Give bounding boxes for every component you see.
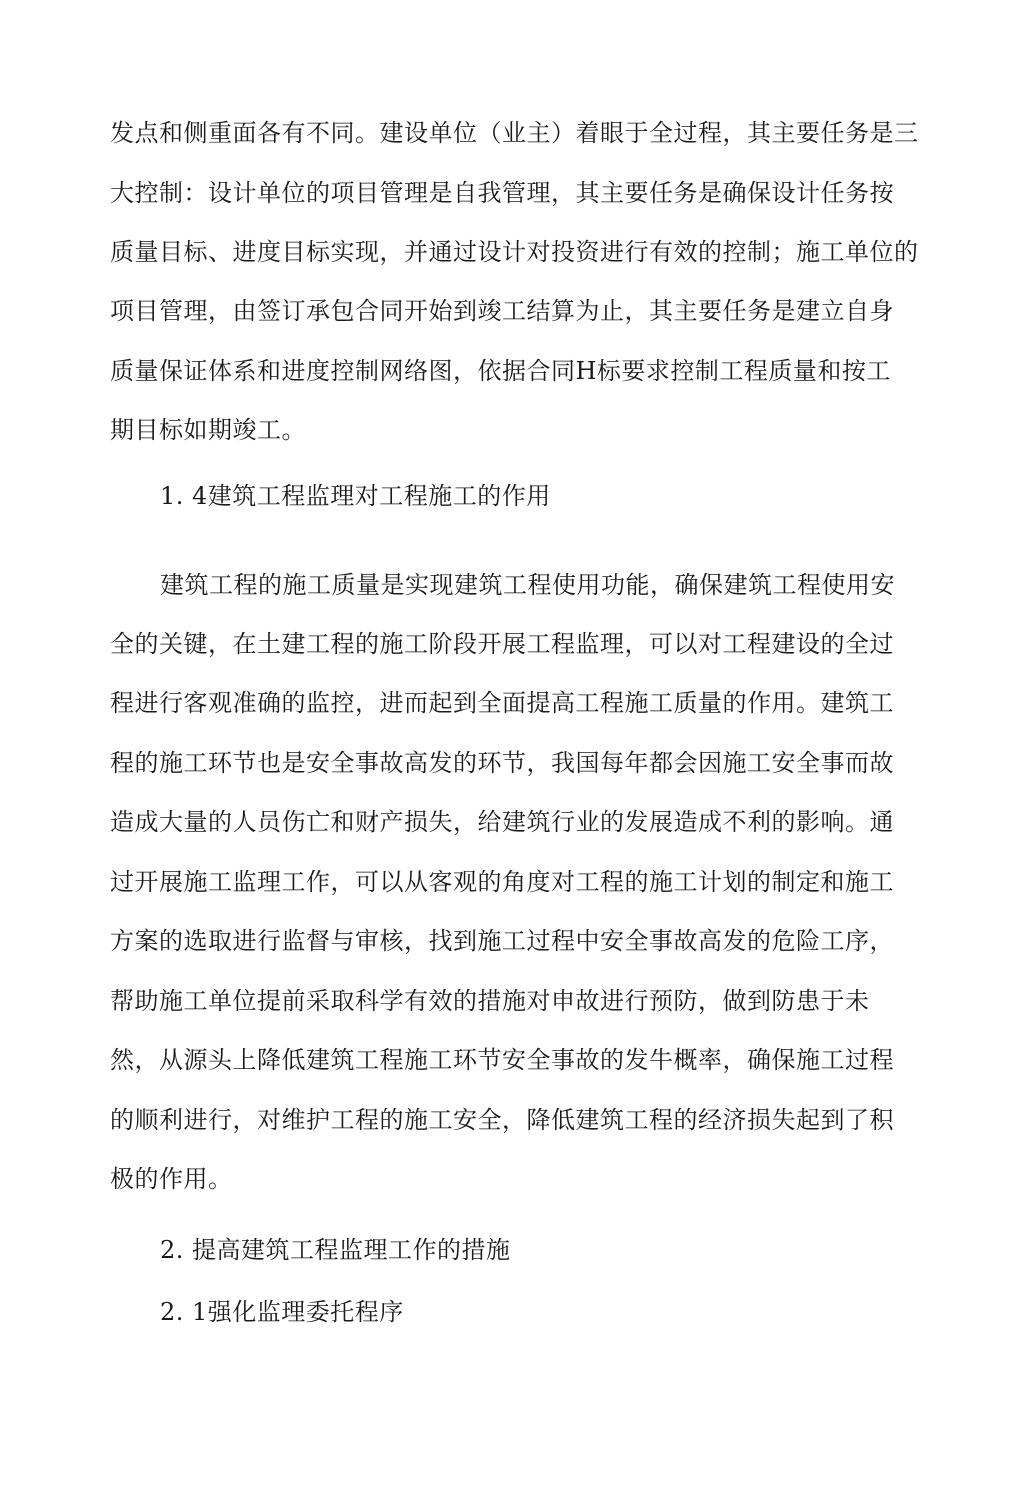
paragraph-line: 项目管理，由签订承包合同开始到竣工结算为止，其主要任务是建立自身 [110, 297, 894, 325]
paragraph-line: 质量保证体系和进度控制网络图，依据合同H标要求控制工程质量和按工 [110, 357, 891, 385]
paragraph-line: 过开展施工监理工作，可以从客观的角度对工程的施工计划的制定和施工 [110, 868, 894, 896]
paragraph-line: 全的关键，在土建工程的施工阶段开展工程监理，可以对工程建设的全过 [110, 630, 894, 658]
paragraph-line: 建筑工程的施工质量是实现建筑工程使用功能，确保建筑工程使用安 [160, 571, 895, 599]
paragraph-line: 帮助施工单位提前采取科学有效的措施对申故进行预防，做到防患于未 [110, 987, 870, 1015]
section-heading: 2. 提高建筑工程监理工作的措施 [160, 1236, 511, 1264]
subsection-heading: 2. 1强化监理委托程序 [160, 1298, 404, 1326]
paragraph-line: 发点和侧重面各有不同。建设单位（业主）着眼于全过程，其主要任务是三 [110, 119, 919, 147]
paragraph-line: 程的施工环节也是安全事故高发的环节，我国每年都会因施工安全事而故 [110, 749, 894, 777]
paragraph-line: 大控制：设计单位的项目管理是自我管理，其主要任务是确保设计任务按 [110, 179, 894, 207]
paragraph-line: 的顺利进行，对维护工程的施工安全，降低建筑工程的经济损失起到了积 [110, 1106, 894, 1134]
paragraph-line: 极的作用。 [110, 1165, 233, 1193]
paragraph-line: 质量目标、进度目标实现，并通过设计对投资进行有效的控制；施工单位的 [110, 238, 919, 266]
paragraph-line: 造成大量的人员伤亡和财产损失，给建筑行业的发展造成不利的影响。通 [110, 808, 894, 836]
paragraph-line: 方案的选取进行监督与审核，找到施工过程中安全事故高发的危险工序， [110, 927, 894, 955]
section-heading: 1. 4建筑工程监理对工程施工的作用 [160, 482, 551, 510]
paragraph-line: 期目标如期竣工。 [110, 416, 306, 444]
paragraph-line: 程进行客观准确的监控，进而起到全面提高工程施工质量的作用。建筑工 [110, 689, 894, 717]
paragraph-line: 然，从源头上降低建筑工程施工环节安全事故的发牛概率，确保施工过程 [110, 1046, 894, 1074]
